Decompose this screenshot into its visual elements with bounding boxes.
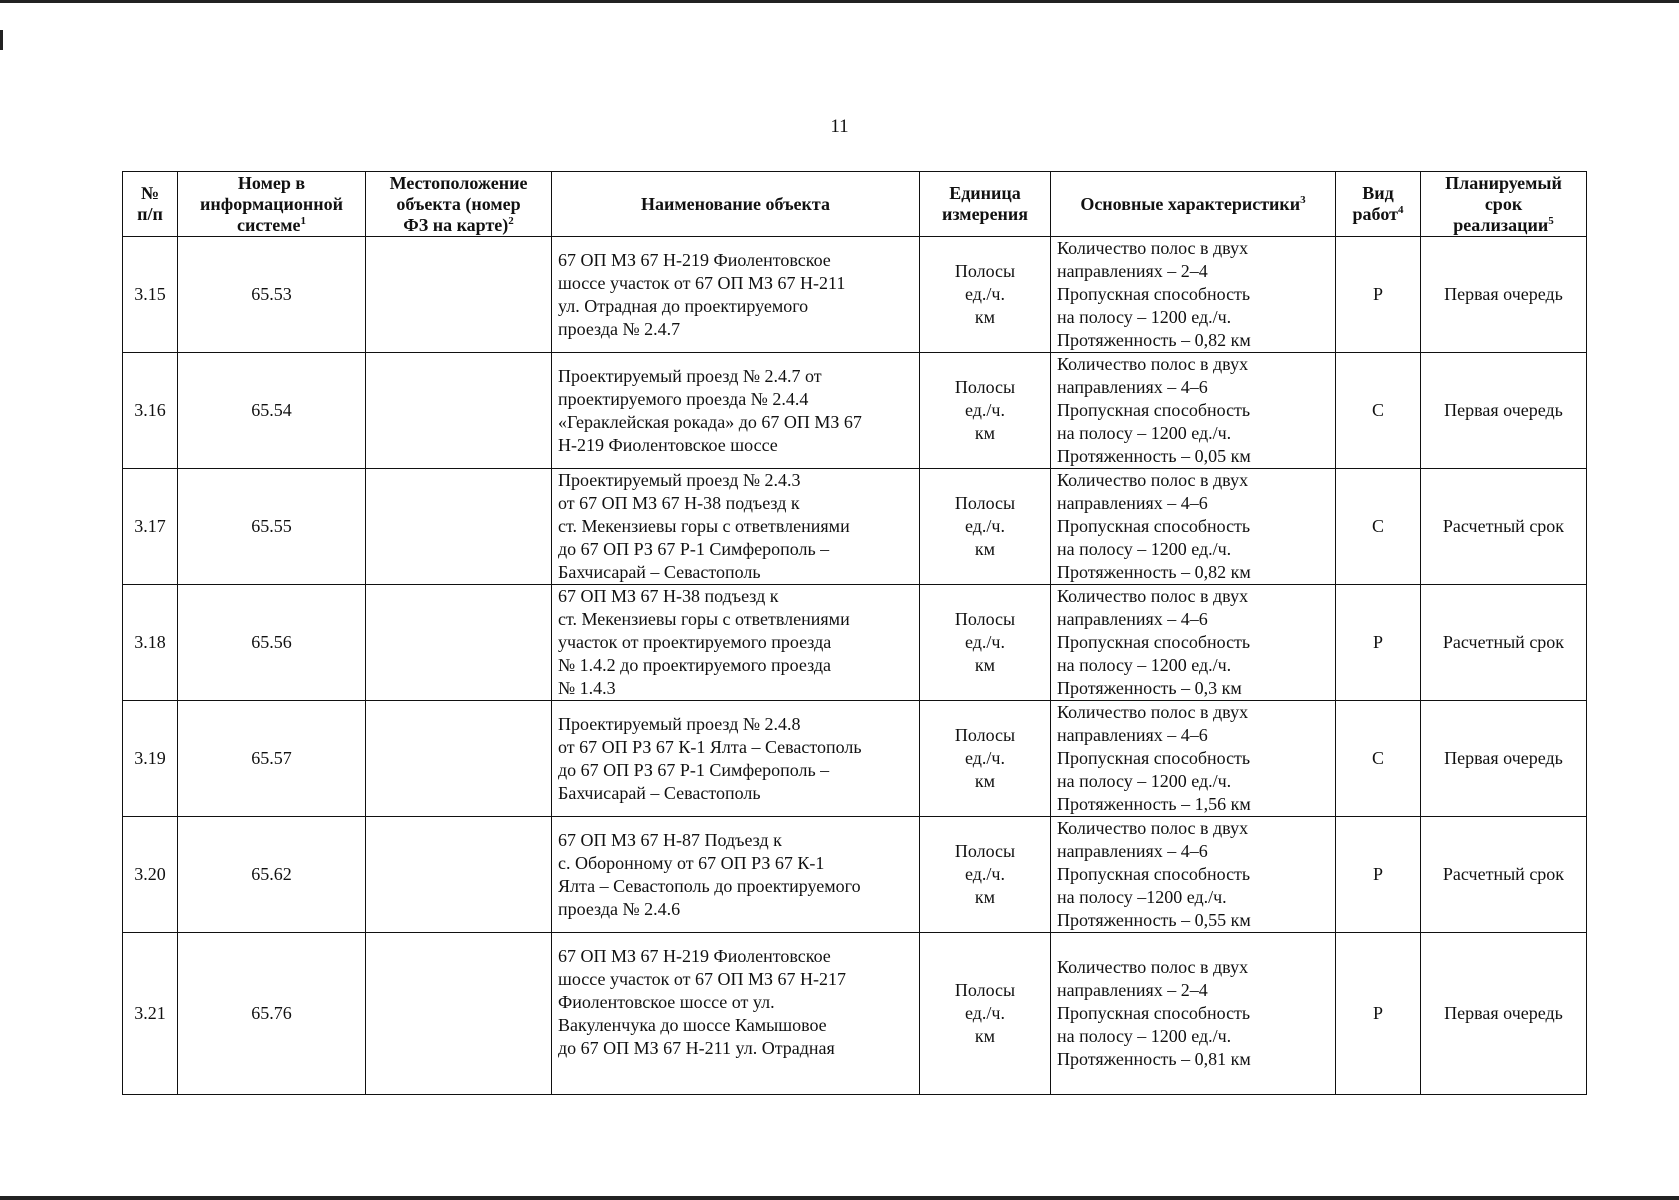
table-row xyxy=(123,469,1587,585)
footnote-mark: 5 xyxy=(1548,214,1554,227)
header-work xyxy=(1336,172,1421,237)
objects-table xyxy=(122,171,1587,1095)
object-name-line: до 67 ОП МЗ 67 Н-211 ул. Отрадная xyxy=(558,1037,835,1058)
characteristics-line: направлениях – 2–4 xyxy=(1057,261,1208,281)
table-row xyxy=(123,701,1587,817)
unit-cell xyxy=(920,353,1051,469)
header-sysnum-line: системе$^1$ xyxy=(237,214,306,235)
unit-cell-line: км xyxy=(974,307,996,327)
characteristics-line: направлениях – 4–6 xyxy=(1057,725,1208,745)
table-row xyxy=(123,585,1587,701)
characteristics-line: Пропускная способность xyxy=(1057,1003,1251,1023)
object-name xyxy=(552,469,920,585)
unit-cell-line: ед./ч. xyxy=(965,1003,1005,1023)
object-name-line: Проектируемый проезд № 2.4.8 xyxy=(558,713,801,734)
characteristics-line: Количество полос в двух xyxy=(1057,702,1249,722)
object-name-line: Проектируемый проезд № 2.4.7 от xyxy=(558,365,822,386)
object-name-line: до 67 ОП РЗ 67 Р-1 Симферополь – xyxy=(558,759,830,780)
characteristics-line: на полосу – 1200 ед./ч. xyxy=(1057,771,1232,791)
planned-term: Расчетный срок xyxy=(1421,469,1587,585)
object-name-line: 67 ОП МЗ 67 Н-219 Фиолентовское xyxy=(558,945,831,966)
work-type: С xyxy=(1336,469,1421,585)
unit-cell-line: км xyxy=(974,1026,996,1046)
unit-cell xyxy=(920,585,1051,701)
object-name-line: до 67 ОП РЗ 67 Р-1 Симферополь – xyxy=(558,539,830,559)
characteristics-line: Пропускная способность xyxy=(1057,864,1251,884)
characteristics-line: Пропускная способность xyxy=(1057,632,1251,652)
unit-cell-line: Полосы xyxy=(954,725,1016,745)
table-row xyxy=(123,237,1587,353)
characteristics-line: направлениях – 2–4 xyxy=(1057,980,1208,1000)
header-term xyxy=(1421,172,1587,237)
object-name-line: Н-219 Фиолентовское шоссе xyxy=(558,434,778,455)
header-unit-line: измерения xyxy=(941,204,1029,224)
system-number: 65.57 xyxy=(178,701,366,817)
table-header-row xyxy=(123,172,1587,237)
characteristics-line: на полосу – 1200 ед./ч. xyxy=(1057,539,1232,559)
header-unit xyxy=(920,172,1051,237)
header-term-line: Планируемый xyxy=(1445,172,1562,193)
characteristics-line: Количество полос в двух xyxy=(1057,957,1249,977)
row-number: 3.17 xyxy=(123,469,178,585)
table-row xyxy=(123,353,1587,469)
table-body xyxy=(123,237,1587,1095)
unit-cell-line: км xyxy=(974,423,996,443)
unit-cell-line: Полосы xyxy=(954,493,1016,513)
table-row xyxy=(123,933,1587,1095)
planned-term: Расчетный срок xyxy=(1421,817,1587,933)
location-cell xyxy=(366,469,552,585)
object-name xyxy=(552,353,920,469)
scan-edge-top xyxy=(0,0,1679,3)
object-name xyxy=(552,817,920,933)
characteristics xyxy=(1051,585,1336,701)
location-cell xyxy=(366,817,552,933)
unit-cell xyxy=(920,469,1051,585)
characteristics-line: на полосу – 1200 ед./ч. xyxy=(1057,307,1232,327)
object-name-line: проезда № 2.4.6 xyxy=(558,898,681,919)
work-type: Р xyxy=(1336,585,1421,701)
system-number: 65.56 xyxy=(178,585,366,701)
unit-cell-line: Полосы xyxy=(954,261,1016,281)
header-location-line: объекта (номер xyxy=(396,193,521,214)
characteristics-line: Пропускная способность xyxy=(1057,516,1251,536)
row-number: 3.19 xyxy=(123,701,178,817)
characteristics-line: Протяженность – 1,56 км xyxy=(1057,794,1251,814)
object-name xyxy=(552,933,920,1095)
characteristics-line: Пропускная способность xyxy=(1057,284,1251,304)
characteristics-line: Протяженность – 0,82 км xyxy=(1057,562,1251,582)
row-number: 3.16 xyxy=(123,353,178,469)
characteristics-line: на полосу – 1200 ед./ч. xyxy=(1057,1026,1232,1046)
characteristics-line: направлениях – 4–6 xyxy=(1057,377,1208,397)
system-number: 65.55 xyxy=(178,469,366,585)
characteristics xyxy=(1051,469,1336,585)
header-term-line: реализации$^5$ xyxy=(1453,214,1554,235)
header-term-line: срок xyxy=(1484,193,1523,214)
object-name xyxy=(552,237,920,353)
header-chars xyxy=(1051,172,1336,237)
object-name-line: проектируемого проезда № 2.4.4 xyxy=(558,388,809,409)
object-name-line xyxy=(558,1060,913,1083)
object-name-line: ст. Мекензиевы горы с ответвлениями xyxy=(558,609,850,629)
object-name-line: проезда № 2.4.7 xyxy=(558,318,681,339)
unit-cell xyxy=(920,701,1051,817)
object-name-line: 67 ОП МЗ 67 Н-38 подъезд к xyxy=(558,586,779,606)
system-number: 65.62 xyxy=(178,817,366,933)
characteristics xyxy=(1051,701,1336,817)
header-sysnum-line: Номер в xyxy=(237,172,306,193)
planned-term: Первая очередь xyxy=(1421,933,1587,1095)
characteristics-line: Протяженность – 0,3 км xyxy=(1057,678,1242,698)
work-type: С xyxy=(1336,701,1421,817)
footnote-mark: 2 xyxy=(508,214,514,227)
work-type: Р xyxy=(1336,933,1421,1095)
object-name-line: Вакуленчука до шоссе Камышовое xyxy=(558,1014,827,1035)
object-name xyxy=(552,701,920,817)
object-name-line: 67 ОП МЗ 67 Н-87 Подъезд к xyxy=(558,829,782,850)
header-location-line: ФЗ на карте)$^2$ xyxy=(403,214,514,235)
characteristics-line: направлениях – 4–6 xyxy=(1057,493,1208,513)
footnote-mark: 1 xyxy=(300,214,306,227)
object-name-line: Фиолентовское шоссе от ул. xyxy=(558,991,775,1012)
characteristics-line: на полосу – 1200 ед./ч. xyxy=(1057,423,1232,443)
characteristics xyxy=(1051,353,1336,469)
characteristics-line: Протяженность – 0,55 км xyxy=(1057,910,1251,930)
unit-cell-line: Полосы xyxy=(954,609,1016,629)
unit-cell-line: ед./ч. xyxy=(965,748,1005,768)
header-sysnum-line: информационной xyxy=(200,193,343,214)
characteristics-line: Количество полос в двух xyxy=(1057,238,1249,258)
location-cell xyxy=(366,585,552,701)
header-sysnum xyxy=(178,172,366,237)
object-name-line: ст. Мекензиевы горы с ответвлениями xyxy=(558,516,850,536)
characteristics-line: Протяженность – 0,05 км xyxy=(1057,446,1251,466)
characteristics-line: Протяженность – 0,82 км xyxy=(1057,330,1251,350)
planned-term: Расчетный срок xyxy=(1421,585,1587,701)
page-number: 11 xyxy=(830,116,849,137)
object-name-line: с. Оборонному от 67 ОП РЗ 67 К-1 xyxy=(558,852,825,873)
unit-cell xyxy=(920,237,1051,353)
object-name-line: Проектируемый проезд № 2.4.3 xyxy=(558,470,801,490)
unit-cell xyxy=(920,933,1051,1095)
object-name-line: шоссе участок от 67 ОП МЗ 67 Н-211 xyxy=(558,272,846,293)
header-num-line: п/п xyxy=(137,204,163,224)
header-name-line: Наименование объекта xyxy=(641,193,830,214)
scan-edge-left xyxy=(0,30,3,50)
object-name xyxy=(552,585,920,701)
object-name-line: 67 ОП МЗ 67 Н-219 Фиолентовское xyxy=(558,249,831,270)
footnote-mark: 4 xyxy=(1397,204,1404,216)
characteristics-line: Пропускная способность xyxy=(1057,748,1251,768)
characteristics-line: на полосу – 1200 ед./ч. xyxy=(1057,655,1232,675)
characteristics-line: направлениях – 4–6 xyxy=(1057,841,1208,861)
object-name-line: участок от проектируемого проезда xyxy=(558,632,832,652)
object-name-line: от 67 ОП МЗ 67 Н-38 подъезд к xyxy=(558,493,800,513)
header-work-line: работ$^4$ xyxy=(1352,204,1404,224)
characteristics xyxy=(1051,817,1336,933)
unit-cell-line: км xyxy=(974,887,996,907)
unit-cell-line: км xyxy=(974,771,996,791)
unit-cell-line: ед./ч. xyxy=(965,400,1005,420)
unit-cell xyxy=(920,817,1051,933)
row-number: 3.21 xyxy=(123,933,178,1095)
object-name-line: № 1.4.3 xyxy=(558,678,616,698)
header-name xyxy=(552,172,920,237)
unit-cell-line: Полосы xyxy=(954,377,1016,397)
object-name-line: Бахчисарай – Севастополь xyxy=(558,782,761,803)
header-work-line: Вид xyxy=(1362,183,1394,203)
object-name-line: Бахчисарай – Севастополь xyxy=(558,562,761,582)
header-unit-line: Единица xyxy=(949,183,1021,203)
location-cell xyxy=(366,353,552,469)
planned-term: Первая очередь xyxy=(1421,237,1587,353)
unit-cell-line: Полосы xyxy=(954,980,1016,1000)
unit-cell-line: ед./ч. xyxy=(965,864,1005,884)
work-type: Р xyxy=(1336,237,1421,353)
characteristics-line: Количество полос в двух xyxy=(1057,354,1249,374)
system-number: 65.54 xyxy=(178,353,366,469)
location-cell xyxy=(366,237,552,353)
object-name-line: Ялта – Севастополь до проектируемого xyxy=(558,875,861,896)
object-name-line: «Гераклейская рокада» до 67 ОП МЗ 67 xyxy=(558,411,862,432)
header-location-line: Местоположение xyxy=(389,172,528,193)
header-chars-line: Основные характеристики$^3$ xyxy=(1080,193,1306,214)
system-number: 65.53 xyxy=(178,237,366,353)
object-name-line: от 67 ОП РЗ 67 К-1 Ялта – Севастополь xyxy=(558,736,862,757)
row-number: 3.18 xyxy=(123,585,178,701)
characteristics xyxy=(1051,933,1336,1095)
characteristics-line: Пропускная способность xyxy=(1057,400,1251,420)
characteristics-line: Количество полос в двух xyxy=(1057,818,1249,838)
table-row xyxy=(123,817,1587,933)
system-number: 65.76 xyxy=(178,933,366,1095)
location-cell xyxy=(366,701,552,817)
unit-cell-line: Полосы xyxy=(954,841,1016,861)
planned-term: Первая очередь xyxy=(1421,701,1587,817)
work-type: Р xyxy=(1336,817,1421,933)
characteristics-line: Протяженность – 0,81 км xyxy=(1057,1049,1251,1069)
row-number: 3.20 xyxy=(123,817,178,933)
characteristics-line: Количество полос в двух xyxy=(1057,470,1249,490)
object-name-line: шоссе участок от 67 ОП МЗ 67 Н-217 xyxy=(558,968,847,989)
row-number: 3.15 xyxy=(123,237,178,353)
location-cell xyxy=(366,933,552,1095)
footnote-mark: 3 xyxy=(1300,193,1306,206)
header-num-line: № xyxy=(140,183,160,203)
characteristics-line: Количество полос в двух xyxy=(1057,586,1249,606)
planned-term: Первая очередь xyxy=(1421,353,1587,469)
scan-edge-bottom xyxy=(0,1196,1679,1200)
characteristics xyxy=(1051,237,1336,353)
characteristics-line: на полосу –1200 ед./ч. xyxy=(1057,887,1227,907)
work-type: С xyxy=(1336,353,1421,469)
characteristics-line: направлениях – 4–6 xyxy=(1057,609,1208,629)
unit-cell-line: ед./ч. xyxy=(965,632,1005,652)
unit-cell-line: км xyxy=(974,539,996,559)
object-name-line: № 1.4.2 до проектируемого проезда xyxy=(558,655,832,675)
object-name-line: ул. Отрадная до проектируемого xyxy=(558,295,809,316)
unit-cell-line: км xyxy=(974,655,996,675)
unit-cell-line: ед./ч. xyxy=(965,516,1005,536)
header-num xyxy=(123,172,178,237)
unit-cell-line: ед./ч. xyxy=(965,284,1005,304)
header-location xyxy=(366,172,552,237)
